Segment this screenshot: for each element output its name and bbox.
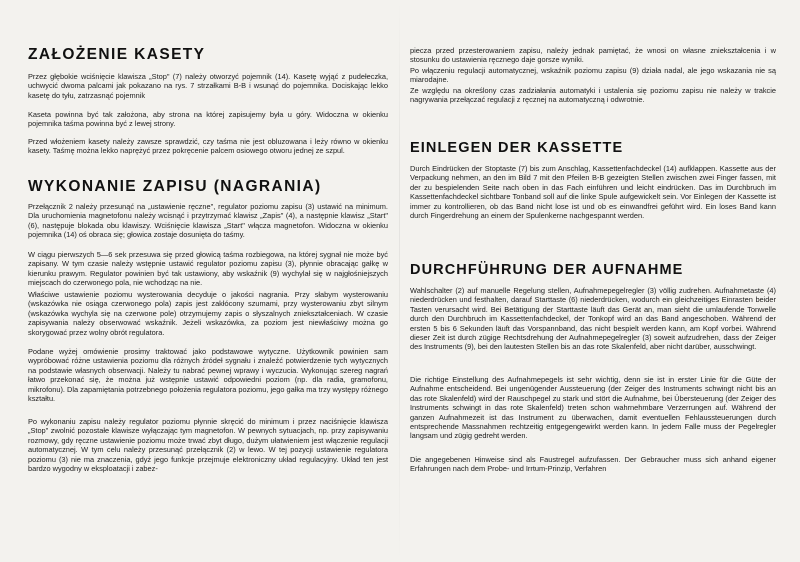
heading-wykonanie-zapisu: WYKONANIE ZAPISU (NAGRANIA) (28, 178, 322, 195)
heading-einlegen-der-kassette: EINLEGEN DER KASSETTE (410, 140, 624, 156)
paragraph: Właściwe ustawienie poziomu wysterowania decyduje o jakości nagrania. Przy słabym wysterowaniu (wskazówka nie osiąga czerwonego pola) zapis jest zakłócony szumami, przy wysterowaniu zbyt silnym (wskazówka wychyla się na czerwone pole) otrzymujemy zapis o słyszalnych zniekształceniach. W czasie zapisywania należy obserwować wskaźnik. Jeżeli wskazówka, za poziom jest niewłaściwy można go skorygować przez wolny obrót regulatora. (28, 290, 388, 337)
paragraph: Die richtige Einstellung des Aufnahmepegels ist sehr wichtig, denn sie ist in erster Linie für die Güte der Aufnahme entscheidend. Bei ungenügender Aussteuerung (der Zeiger des Instruments schwingt nicht bis an das rote Skalenfeld) wird der Rauschpegel zu stark und stört die Aufnahme, bei Übersteuerung (der Zeiger des Instruments schwingt in das rote Skalenfeld) treten schon wahrnehmbare Verzerrungen auf. Während der ganzen Aufnahmezeit ist das Instrument zu überwachen, damit eventuellen Fehlaussteuerungen durch entsprechende Massnahmen rechtzeitig entgegengewirkt werden kann. In jedem Falle muss der Pegelregler langsam und zügig gedreht werden. (410, 375, 776, 441)
paragraph: Po włączeniu regulacji automatycznej, wskaźnik poziomu zapisu (9) działa nadal, ale jego wskazania nie są miarodajne. (410, 66, 776, 85)
paragraph: piecza przed przesterowaniem zapisu, należy jednak pamiętać, że wnosi on własne zniekształcenia i w stosunku do ustawienia ręcznego daje gorsze wyniki. (410, 46, 776, 65)
paragraph: Durch Eindrücken der Stoptaste (7) bis zum Anschlag, Kassettenfachdeckel (14) aufklappen. Kassette aus der Verpackung nehmen, an den im Bild 7 mit den Pfeilen B-B gezeigten Stellen zwischen zwei Finger fassen, mit der zu bespielenden Seite nach oben in das Fach einführen und leicht eindrücken. Das im Durchbruch im Kassettenfachdeckel sichtbare Tonband soll auf die linke Spule aufgewickelt sein. Vor Einlegen der Kassette ist immer zu kontrollieren, ob das Band nicht lose ist und ob es einwandfrei geführt wird. Ein loses Band kann durch Fingerdrehung an einem der Spulenkerne nachgespannt werden. (410, 164, 776, 221)
heading-durchfuehrung-der-aufnahme: DURCHFÜHRUNG DER AUFNAHME (410, 262, 684, 278)
paragraph: Przed włożeniem kasety należy zawsze sprawdzić, czy taśma nie jest obluzowana i leży równo w okienku kasety. Taśmę można lekko naprężyć przez pokręcenie palcem osiowego otworu jednej ze szpul. (28, 137, 388, 156)
paragraph: Wahlschalter (2) auf manuelle Regelung stellen, Aufnahmepegelregler (3) völlig zudrehen. Aufnahmetaste (4) niederdrücken und festhalten, darauf Starttaste (6) niederdrücken, wodurch ein gleichzeitiges Einrasten beider Tasten verursacht wird. Bei Betätigung der Starttaste läuft das Gerät an, man sieht die umlaufende Tonwelle durch den Durchbruch im Kassettenfachdeckel, der Tonkopf wird an das Band angeschoben. Während der ersten 5 bis 6 Sekunden läuft das Vorspannband, das nicht bespielt werden kann, am Kopf vorbei. Während dieser Zeit ist durch zügige Rechtsdrehung der Aufnahmepegelregler (3) soweit aufzudrehen, dass der Zeiger des Instruments (9), bei den lautesten Stellen bis an das rote Skalenfeld, aber nicht darüber, ausschwingt. (410, 286, 776, 352)
paragraph: Przez głębokie wciśnięcie klawisza „Stop" (7) należy otworzyć pojemnik (14). Kasetę wyjąć z pudełeczka, uchwycić dwoma palcami jak pokazano na rys. 7 strzałkami B-B i wsunąć do pojemnika. Dociskając lekko kasetę do tyłu, zatrzasnąć pojemnik (28, 72, 388, 100)
paragraph: W ciągu pierwszych 5—6 sek przesuwa się przed głowicą taśma rozbiegowa, na której sygnał nie może być zapisany. W tym czasie należy wstępnie ustawić regulator poziomu zapisu (3), płynnie obracając gałkę w kierunku prawym. Regulator powinien być tak ustawiony, aby wskaźnik (9) wychylał się w najgłośniejszych miejscach do czerwonego pola, nie wchodząc na nie. (28, 250, 388, 288)
page-fold (399, 0, 400, 562)
paragraph: Kaseta powinna być tak założona, aby strona na której zapisujemy była u góry. Widoczna w okienku pojemnika taśma powinna być z lewej strony. (28, 110, 388, 129)
paragraph: Ze względu na określony czas zadziałania automatyki i ustalenia się poziomu zapisu nie należy w trakcie nagrywania przełączać regulacji z ręcznej na automatyczną i odwrotnie. (410, 86, 776, 105)
paragraph: Die angegebenen Hinweise sind als Faustregel aufzufassen. Der Gebraucher muss sich anhand eigener Erfahrungen nach dem Probe- und Irrtum-Prinzip, Verfahren (410, 455, 776, 474)
paragraph: Podane wyżej omówienie prosimy traktować jako podstawowe wytyczne. Użytkownik powinien sam wypróbować różne ustawienia poziomu dla różnych źródeł sygnału i znaleźć potwierdzenie tych wytycznych na podstawie własnych obserwacji. Należy tu nabrać pewnej wprawy i wyczucia. Wykonując szereg nagrań łatwo przekonać się, że można już wstępnie ustawić odpowiedni poziom (np. dla radia, gramofonu, mikrofonu). Dla zapamiętania potrzebnego położenia regulatora poziomu, jego gałka ma trzy występy różnego kształtu. (28, 347, 388, 404)
paragraph: Po wykonaniu zapisu należy regulator poziomu płynnie skręcić do minimum i przez naciśnięcie klawisza „Stop" zwolnić pozostałe klawisze wyłączając tym magnetofon. W pewnych sytuacjach, np. przy zapisywaniu rozmowy, gdy ręczne ustawienie poziomu może trwać zbyt długo, dużym ułatwieniem jest włączenie regulacji automatycznej. W tym celu należy przesunąć przełącznik (2) w lewo. W tej pozycji ustawienie regulatora poziomu (3) nie ma znaczenia, gdyż jego funkcje przejmuje elektroniczny układ regulacyjny. Układ ten jest bardzo wygodny w eksploatacji i zabez- (28, 417, 388, 474)
paragraph: Przełącznik 2 należy przesunąć na „ustawienie ręczne", regulator poziomu zapisu (3) ustawić na minimum. Dla uruchomienia magnetofonu należy wcisnąć i przytrzymać klawisz „Zapis" (4), a następnie klawisz „Start" (6), następuje blokada obu klawiszy. Wciśnięcie klawisza „Start" włącza magnetofon. Widoczna w okienku pojemnika (14) oś obraca się; głowica zostaje dosunięta do taśmy. (28, 202, 388, 240)
heading-zalozenie-kasety: ZAŁOŻENIE KASETY (28, 46, 206, 63)
